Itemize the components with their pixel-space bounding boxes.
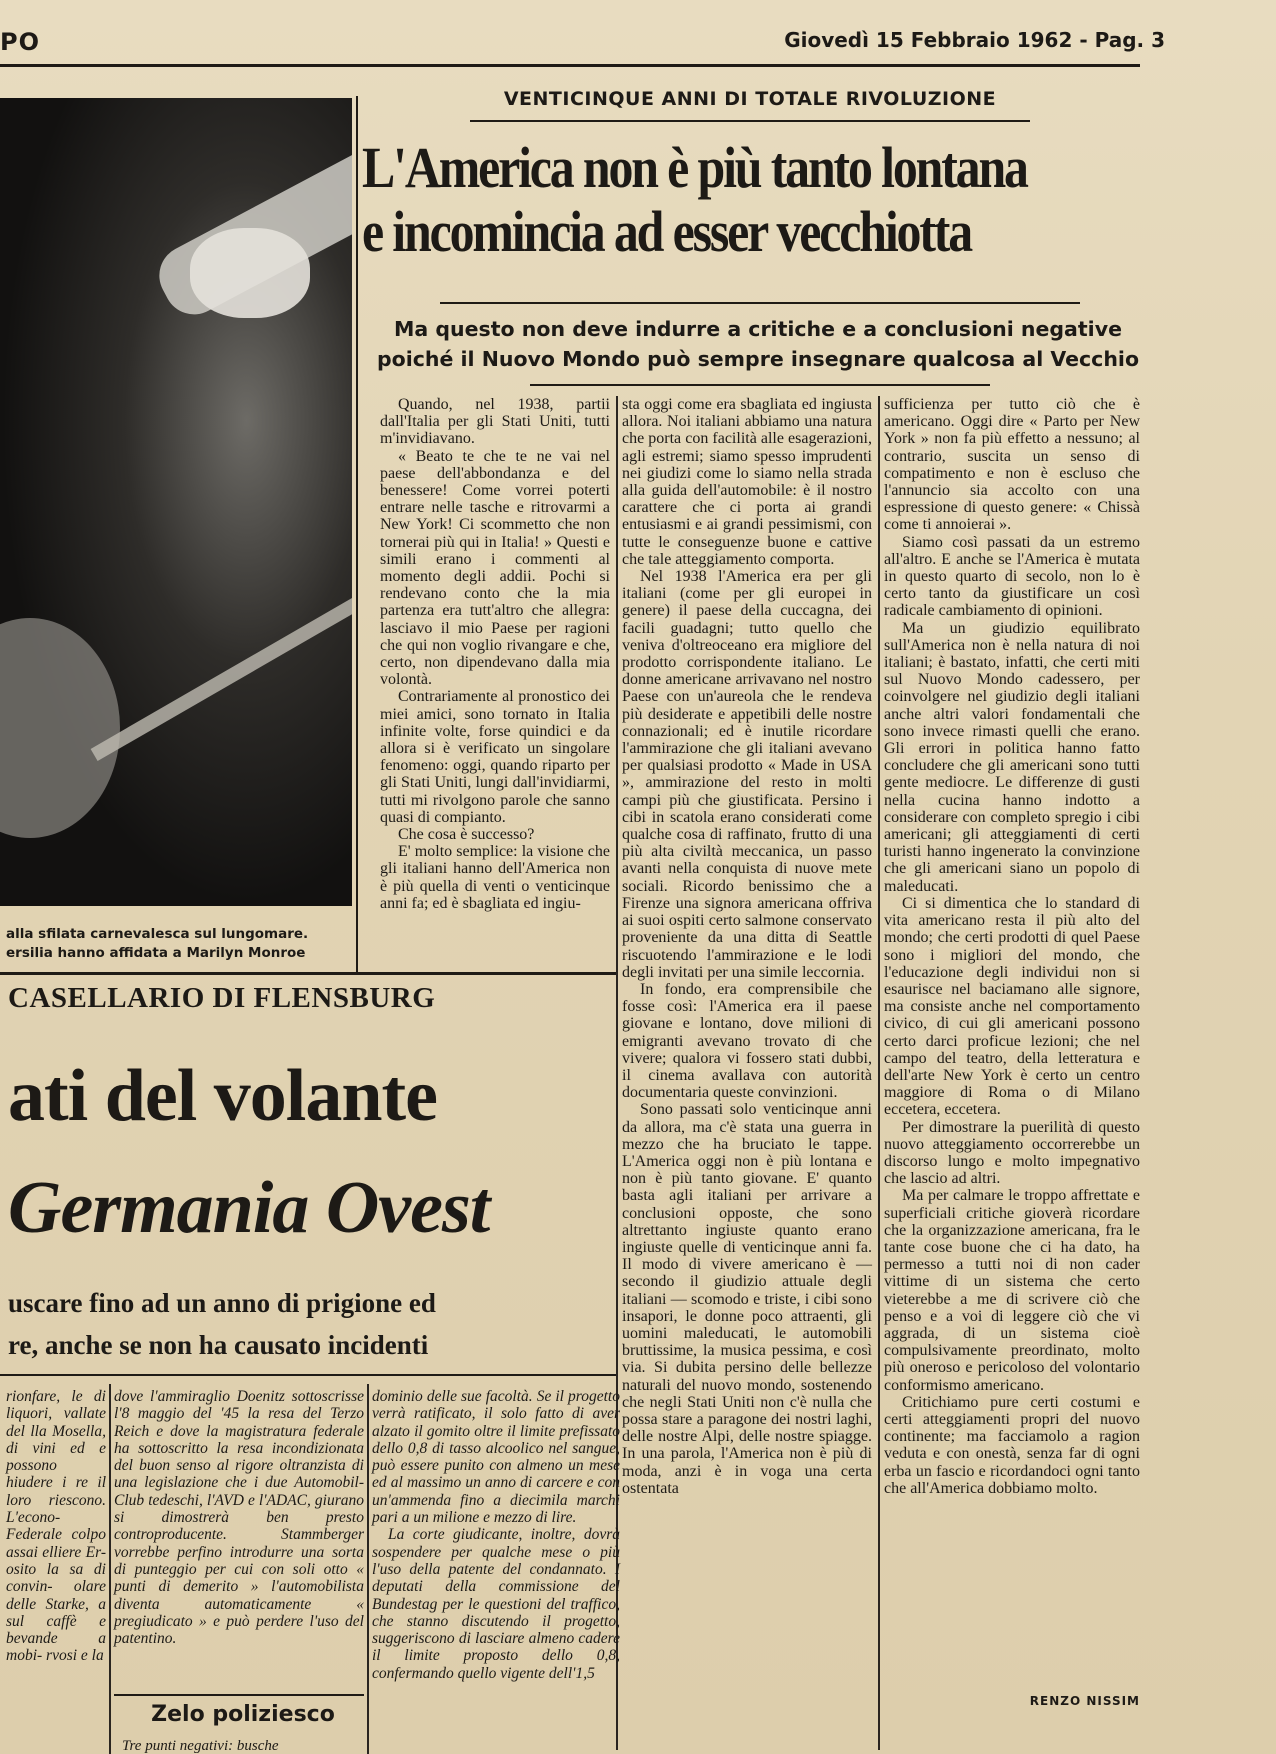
headline-line: e incomincia ad esser vecchiotta	[362, 199, 972, 264]
second-article-column-1	[6, 1388, 106, 1665]
deck2-rule	[0, 1374, 616, 1376]
deck-rule	[530, 384, 990, 386]
article-column-3	[884, 396, 1140, 1497]
page-masthead	[0, 22, 1240, 62]
article-signature: RENZO NISSIM	[1029, 1694, 1140, 1708]
photo-shape-wheel	[0, 618, 120, 838]
deck-line: re, anche se non ha causato incidenti	[8, 1330, 429, 1360]
subhead-rule	[114, 1694, 364, 1696]
paragraph: sufficienza per tutto ciò che è americano. Oggi dire « Parto per New York » non fa più effetto a nessuno; al contrario, suscita un senso di compatimento e non è escluso che l'annuncio sia accolto con una espressione di questo genere: « Chissà come ti annoierai ».	[884, 396, 1140, 534]
paragraph: rionfare, le di liquori, vallate del lla Mosella, di vini ed e possono hiudere i re il loro riescono. L'econo- Federale colpo assai elliere Er- osito la sa di convin- olare delle Starke, a sul caffè e bevande a mobi- rvosi e la	[6, 1388, 106, 1665]
deck-line: uscare fino ad un anno di prigione ed	[8, 1288, 436, 1318]
paragraph: Che cosa è successo?	[398, 826, 535, 844]
paragraph: Contrariamente al pronostico dei miei amici, sono tornato in Italia infinite volte, forse quindici e da allora si è verificato un singolare fenomeno: oggi, quando riparto per gli Stati Uniti, lungi dall'invidiarmi, tutti mi rivolgono parole che sanno quasi di compianto.	[380, 688, 610, 826]
photo-shape-hand	[190, 228, 310, 318]
paragraph: Ci si dimentica che lo standard di vita americano resta il più alto del mondo; che certi prodotti di quel Paese sono i migliori del mondo, che l'educazione degli individui non si esaurisce nel baciamano alle signore, ma consiste anche nel comportamento civico, di cui gli americani possono certo darci proficue lezioni; che nel campo del teatro, della letteratura e dell'arte New York è certo un centro maggiore di Roma o di Milano eccetera, eccetera.	[884, 894, 1140, 1119]
second-article-deck	[8, 1282, 628, 1366]
section-rule	[0, 972, 616, 975]
photo-shape-pole	[91, 569, 352, 761]
headline-rule	[440, 302, 1080, 304]
paragraph: Siamo così passati da un estremo all'altro. E anche se l'America è mutata in questo quarto di secolo, non lo è certo tanto da giustificare un così radicale cambiamento di opinioni.	[884, 533, 1140, 620]
article-column-2	[622, 396, 872, 1497]
paragraph: Per dimostrare la puerilità di questo nuovo atteggiamento occorrerebbe un discorso lungo e molto impegnativo che lascio ad altri.	[884, 1118, 1140, 1188]
paragraph: E' molto semplice: la visione che gli italiani hanno dell'America non è più quella di venti o venticinque anni fa; ed è sbagliata ed ingiu-	[380, 843, 610, 912]
photo-caption-line: ersilia hanno affidata a Marilyn Monroe	[6, 945, 306, 961]
masthead-paper-name: PO	[0, 28, 40, 56]
second-article-headline-line: Germania Ovest	[8, 1167, 490, 1249]
second-article-column-3	[372, 1388, 620, 1682]
deck-line: Ma questo non deve indurre a critiche e a conclusioni negative	[394, 317, 1122, 341]
column-rule	[878, 396, 880, 1750]
paragraph: Critichiamo pure certi costumi e certi atteggiamenti propri del nuovo continente; ma facciamolo a ragion veduta e con onestà, senza far di ogni erba un fascio e ricordandoci ogni tanto che all'America dobbiamo molto.	[884, 1393, 1140, 1497]
paragraph: sta oggi come era sbagliata ed ingiusta allora. Noi italiani abbiamo una natura che porta con facilità alle esagerazioni, agli estremi; siamo spesso imprudenti nei giudizi come lo siamo nella strada alla guida dell'automobile: è il nostro carattere che ci porta ai grandi entusiasmi e ai grandi pessimismi, con tutte le conseguenze buone e cattive che tale atteggiamento comporta.	[622, 396, 872, 568]
paragraph: Ma per calmare le troppo affrettate e superficiali critiche gioverà ricordare che la organizzazione americana, fra le tante cose buone che ci ha dato, ha permesso a tutti noi di non cader vittime di un sistema che certo vieterebbe a me di scrivere ciò che penso e a voi di leggere ciò che vi aggrada, di un sistema cioè compulsivamente preordinato, molto più oneroso e pericoloso del volontario conformismo americano.	[884, 1187, 1140, 1394]
deck-line: poiché il Nuovo Mondo può sempre insegnare qualcosa al Vecchio	[376, 347, 1140, 371]
article-column-1	[380, 396, 610, 912]
headline-line: L'America non è più tanto lontana	[362, 135, 1027, 200]
article-headline	[362, 136, 1036, 264]
photo-caption-line: alla sfilata carnevalesca sul lungomare.	[6, 926, 309, 942]
column-rule	[109, 1384, 111, 1754]
paragraph: dominio delle sue facoltà. Se il progetto verrà ratificato, il solo fatto di aver alzato il gomito oltre il limite prefissato dello 0,8 di tasso alcoolico nel sangue, può essere punito con almeno un mese ed al massimo un anno di carcere e con un'ammenda fino a diecimila marchi pari a un milione e mezzo di lire.	[372, 1388, 620, 1527]
paragraph: Quando, nel 1938, partii dall'Italia per gli Stati Uniti, tutti m'invidiavano.	[380, 396, 610, 448]
second-article-subhead: Zelo poliziesco	[151, 1702, 335, 1727]
paragraph: La corte giudicante, inoltre, dovrà sospendere per qualche mese o più l'uso della patente del condannato. I deputati della commissione del Bundestag per le questioni del traffico, che stanno discutendo il progetto, suggeriscono di lasciare almeno cadere il limite proposto dello 0,8, confermando quello vigente dell'1,5	[372, 1526, 620, 1682]
second-article-kicker: CASELLARIO DI FLENSBURG	[8, 982, 436, 1014]
article-deck	[376, 314, 1140, 374]
second-article-headline-line: ati del volante	[8, 1055, 437, 1137]
paragraph: Sono passati solo venticinque anni da allora, ma c'è stata una guerra in mezzo che ha bruciato le tappe. L'America oggi non è più lontana e non è più tanto giovane. E' quanto basta agli italiani per arrivare a conclusioni opposte, che sono altrettanto ingiuste quanto erano ingiuste quelle di venticinque anni fa. Il modo di vivere americano è — secondo il giudizio attuale degli italiani — scomodo e triste, i cibi sono insapori, le donne poco attraenti, gli uomini maleducati, le automobili bruttissime, la musica pessima, e così via. Si dubita persino delle bellezze naturali del nuovo mondo, sostenendo che negli Stati Uniti non c'è nulla che possa stare a paragone dei nostri laghi, delle nostre Alpi, delle nostre spiagge. In una parola, l'America non è più di moda, anzi è in voga una certa ostentata	[622, 1101, 872, 1497]
article-kicker: VENTICINQUE ANNI DI TOTALE RIVOLUZIONE	[503, 88, 997, 110]
paragraph: Ma un giudizio equilibrato sull'America non è nella natura di noi italiani; è bastato, infatti, che certi miti sul Nuovo Mondo cadessero, per coinvolgere nel giudizio degli italiani anche altri valori fondamentali che sono invece rimasti quelli che erano. Gli errori in politica hanno fatto concludere che gli americani sono tutti gente mediocre. Le differenze di gusti nella cucina hanno indotto a considerare con completo spregio i cibi americani; gli atteggiamenti di certi turisti hanno ingenerato la convinzione che gli americani siano un popolo di maleducati.	[884, 619, 1140, 895]
second-article-column-2	[114, 1388, 364, 1647]
column-rule	[367, 1384, 369, 1754]
masthead-date-page: Giovedì 15 Febbraio 1962 - Pag. 3	[784, 28, 1165, 52]
paragraph: In fondo, era comprensibile che fosse così: l'America era il paese giovane e lontano, dove milioni di emigranti avevano trovato di che vivere; qualora vi fossero stati dubbi, il cinema avallava con autorità documentaria queste convinzioni.	[622, 980, 872, 1102]
carnival-photo	[0, 98, 352, 906]
photo-right-rule	[356, 96, 358, 974]
paragraph: Nel 1938 l'America era per gli italiani (come per gli europei in genere) il paese della cuccagna, dei facili guadagni; tutto quello che veniva d'oltreoceano era migliore del prodotto corrispondente italiano. Le donne americane arrivavano nel nostro Paese con un'aureola che le rendeva più desiderate e appetibili delle nostre connazionali; ed è inutile ricordare l'ammirazione che gli italiani avevano per qualsiasi prodotto « Made in USA », ammirazione del resto in molti campi più che giustificata. Persino i cibi in scatola erano considerati come qualche cosa di raffinato, frutto di una più alta civiltà meccanica, un passo avanti nella conquista di nuove mete sociali. Ricordo benissimo che a Firenze una signora americana offriva ai suoi ospiti certo salmone conservato proveniente da una ditta di Seattle riscuotendo l'ammirazione e le lodi degli invitati per una simile leccornia.	[622, 568, 872, 981]
paragraph: dove l'ammiraglio Doenitz sottoscrisse l'8 maggio del '45 la resa del Terzo Reich e dove la magistratura federale ha sottoscritto la resa incondizionata del buon senso al rigore oltranzista di una legislazione che i due Automobil-Club tedeschi, l'AVD e l'ADAC, giurano si dimostrerà ben presto controproducente. Stammberger vorrebbe perfino introdurre una sorta di punteggio per cui con soli otto « punti di demerito » l'automobilista diventa automaticamente « pregiudicato » e può perdere l'uso del patentino.	[114, 1388, 364, 1648]
paragraph: « Beato te che te ne vai nel paese dell'abbondanza e del benessere! Come vorrei poterti entrare nelle tasche e ritrovarmi a New York! Ci scommetto che non tornerai più qui in Italia! » Questi e simili erano i commenti al momento degli addii. Pochi si rendevano conto che la mia partenza era tutt'altro che allegra: lasciavo il mio Paese per ragioni che qui non voglio rivangare e che, certo, non dipendevano dalla mia volontà.	[380, 447, 610, 689]
photo-caption	[6, 925, 358, 963]
masthead-rule	[0, 64, 1140, 67]
kicker-rule	[470, 120, 1030, 122]
second-article-subline: Tre punti negativi: busche	[122, 1738, 279, 1754]
